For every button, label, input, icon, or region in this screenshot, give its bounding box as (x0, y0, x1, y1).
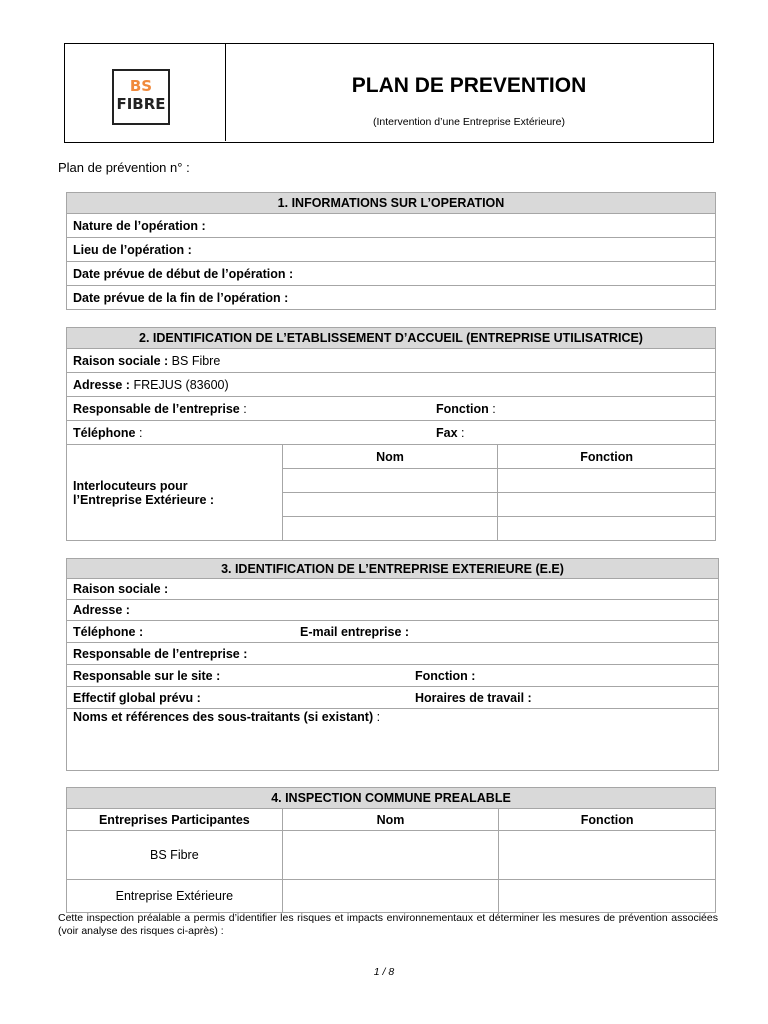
inspection-fonction-header: Fonction (499, 809, 716, 831)
document-header (64, 43, 714, 143)
inspection-nom-header: Nom (282, 809, 499, 831)
section-2-title: 2. IDENTIFICATION DE L’ETABLISSEMENT D’ACCUEIL (ENTREPRISE UTILISATRICE) (67, 328, 716, 349)
adresse-label: Adresse : (73, 377, 130, 392)
date-debut-field[interactable]: Date prévue de début de l’opération : (67, 262, 716, 286)
ee-sous-traitants-field[interactable] (67, 709, 719, 771)
section-2-table (66, 327, 716, 541)
section-3-title: 3. IDENTIFICATION DE L’ENTREPRISE EXTERIEURE (E.E) (67, 559, 719, 579)
section-4-title: 4. INSPECTION COMMUNE PREALABLE (67, 788, 716, 809)
ee-raison-sociale-field[interactable]: Raison sociale : (67, 579, 719, 600)
raison-sociale-row[interactable] (67, 349, 716, 373)
fonction-label: Fonction (436, 402, 489, 416)
raison-sociale-label: Raison sociale : (73, 353, 169, 368)
telephone-label: Téléphone (73, 425, 136, 440)
inspection-ee-label: Entreprise Extérieure (67, 880, 283, 913)
section-3-table (66, 558, 719, 771)
section-4-table (66, 787, 716, 913)
inspection-bs-fibre-nom[interactable] (282, 831, 499, 880)
inspection-ee-fonction[interactable] (499, 880, 716, 913)
inspection-bs-fibre-label: BS Fibre (67, 831, 283, 880)
entreprises-participantes-header: Entreprises Participantes (67, 809, 283, 831)
telephone-colon: : (139, 425, 143, 440)
ee-adresse-field[interactable]: Adresse : (67, 600, 719, 621)
ee-responsable-entreprise-field[interactable]: Responsable de l’entreprise : (67, 643, 719, 665)
page-number: 1 / 8 (373, 966, 395, 978)
logo-text-bs: BS (129, 77, 153, 95)
ee-telephone-row[interactable] (67, 621, 719, 643)
ee-email-label: E-mail entreprise : (300, 625, 410, 639)
nature-operation-field[interactable]: Nature de l’opération : (67, 214, 716, 238)
interlocuteur-2-fonction[interactable] (498, 493, 716, 517)
document-title: PLAN DE PREVENTION (351, 74, 587, 97)
ee-fonction-label: Fonction : (415, 669, 476, 683)
ee-telephone-label: Téléphone : (73, 624, 144, 639)
inspection-ee-nom[interactable] (282, 880, 499, 913)
section-1-title: 1. INFORMATIONS SUR L’OPERATION (67, 193, 716, 214)
interlocuteur-3-fonction[interactable] (498, 517, 716, 541)
ee-responsable-site-row[interactable] (67, 665, 719, 687)
section-1-table (66, 192, 716, 310)
interlocuteur-3-nom[interactable] (282, 517, 498, 541)
fax-colon: : (461, 426, 465, 440)
ee-horaires-label: Horaires de travail : (415, 691, 532, 705)
interlocuteurs-line-1: Interlocuteurs pour (73, 478, 188, 493)
adresse-row[interactable] (67, 373, 716, 397)
inspection-footnote: Cette inspection préalable a permis d’identifier les risques et impacts environnementaux et déterminer les mesures de prévention associées (voir analyse des risques ci-après) : (58, 912, 718, 937)
plan-number-label: Plan de prévention n° : (58, 160, 190, 175)
bs-fibre-logo (112, 69, 170, 125)
document-subtitle: (Intervention d’une Entreprise Extérieure) (372, 116, 565, 128)
ee-sous-traitants-colon: : (376, 710, 381, 724)
interlocuteur-1-nom[interactable] (282, 469, 498, 493)
interlocuteur-1-fonction[interactable] (498, 469, 716, 493)
fax-label: Fax (436, 426, 458, 440)
inspection-bs-fibre-fonction[interactable] (499, 831, 716, 880)
responsable-label: Responsable de l’entreprise (73, 401, 240, 416)
ee-effectif-label: Effectif global prévu : (73, 690, 201, 705)
responsable-row[interactable] (67, 397, 716, 421)
logo-text-fibre: FIBRE (116, 95, 166, 113)
date-fin-field[interactable]: Date prévue de la fin de l’opération : (67, 286, 716, 310)
adresse-value: FREJUS (83600) (133, 377, 229, 392)
fonction-header: Fonction (498, 445, 716, 469)
ee-sous-traitants-label: Noms et références des sous-traitants (si existant) (73, 710, 374, 724)
raison-sociale-value: BS Fibre (171, 353, 221, 368)
fonction-colon: : (492, 402, 496, 416)
nom-header: Nom (282, 445, 498, 469)
interlocuteur-2-nom[interactable] (282, 493, 498, 517)
interlocuteurs-label-cell (67, 445, 283, 541)
logo-cell (65, 44, 226, 141)
ee-responsable-site-label: Responsable sur le site : (73, 668, 221, 683)
telephone-row[interactable] (67, 421, 716, 445)
responsable-colon: : (243, 401, 247, 416)
interlocuteurs-line-2: l’Entreprise Extérieure : (73, 492, 215, 507)
lieu-operation-field[interactable]: Lieu de l’opération : (67, 238, 716, 262)
ee-effectif-row[interactable] (67, 687, 719, 709)
